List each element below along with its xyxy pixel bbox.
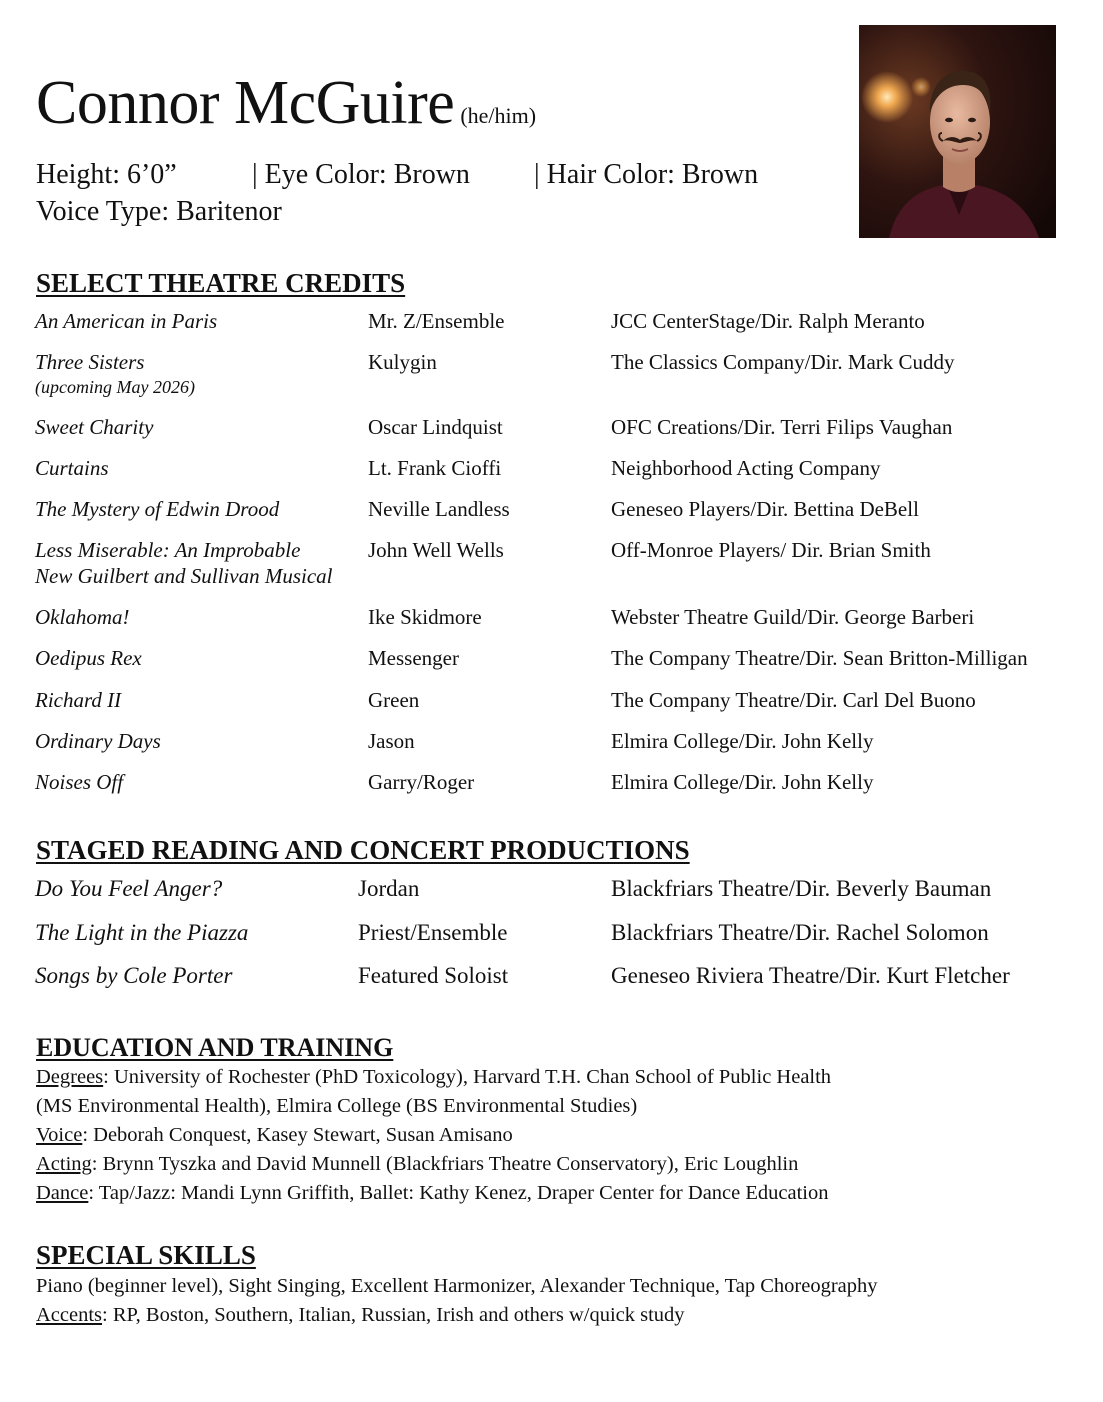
company: The Company Theatre/Dir. Carl Del Buono (611, 688, 976, 712)
degrees-line: Degrees: University of Rochester (PhD Toxicology), Harvard T.H. Chan School of Public Health (36, 1066, 832, 1088)
role: Jason (368, 729, 415, 753)
dance-label: Dance (36, 1182, 89, 1204)
company: Blackfriars Theatre/Dir. Beverly Bauman (611, 876, 992, 901)
degrees-line-2: (MS Environmental Health), Elmira College (BS Environmental Studies) (36, 1095, 638, 1117)
role: Messenger (368, 646, 459, 670)
stats-row (36, 156, 758, 193)
role: John Well Wells (368, 538, 504, 562)
special-skills-details (36, 1272, 878, 1330)
show-title: An American in Paris (35, 309, 218, 333)
pronouns: (he/him) (460, 103, 537, 128)
skills-line: Piano (beginner level), Sight Singing, Excellent Harmonizer, Alexander Technique, Tap Choreography (36, 1275, 878, 1297)
role: Oscar Lindquist (368, 415, 503, 439)
degrees-label: Degrees (36, 1066, 104, 1088)
company: Geneseo Riviera Theatre/Dir. Kurt Fletcher (611, 963, 1010, 988)
company: Geneseo Players/Dir. Bettina DeBell (611, 497, 919, 521)
show-title: Three Sisters (upcoming May 2026) (35, 350, 195, 397)
company: Off-Monroe Players/ Dir. Brian Smith (611, 538, 931, 562)
role: Neville Landless (368, 497, 510, 521)
company: Webster Theatre Guild/Dir. George Barberi (611, 605, 975, 629)
company: The Company Theatre/Dir. Sean Britton-Milligan (611, 646, 1028, 670)
show-title: Noises Off (35, 770, 124, 794)
voice-label: Voice (36, 1124, 83, 1146)
role: Kulygin (368, 350, 437, 374)
role: Featured Soloist (358, 963, 509, 988)
show-title: Ordinary Days (35, 729, 161, 753)
role: Jordan (358, 876, 420, 901)
acting-line: Acting: Brynn Tyszka and David Munnell (Blackfriars Theatre Conservatory), Eric Loughlin (36, 1153, 799, 1175)
company: OFC Creations/Dir. Terri Filips Vaughan (611, 415, 953, 439)
role: Mr. Z/Ensemble (368, 309, 505, 333)
acting-label: Acting (36, 1153, 92, 1175)
company: The Classics Company/Dir. Mark Cuddy (611, 350, 955, 374)
theatre-credits-heading: SELECT THEATRE CREDITS (36, 268, 406, 298)
actor-name: Connor McGuire (he/him) (36, 69, 537, 137)
dance-line: Dance: Tap/Jazz: Mandi Lynn Griffith, Ballet: Kathy Kenez, Draper Center for Dance Education (36, 1182, 829, 1204)
staged-readings-heading: STAGED READING AND CONCERT PRODUCTIONS (36, 835, 690, 865)
show-title: Sweet Charity (35, 415, 154, 439)
voice-line: Voice: Deborah Conquest, Kasey Stewart, Susan Amisano (36, 1124, 513, 1146)
show-title: Oklahoma! (35, 605, 130, 629)
show-title: Curtains (35, 456, 109, 480)
education-heading: EDUCATION AND TRAINING (36, 1033, 394, 1062)
special-skills-heading: SPECIAL SKILLS (36, 1240, 256, 1270)
role: Ike Skidmore (368, 605, 482, 629)
headshot-photo (859, 25, 1056, 238)
height: Height: 6’0” (36, 159, 177, 190)
show-title: Oedipus Rex (35, 646, 142, 670)
role: Lt. Frank Cioffi (368, 456, 502, 480)
hair-color: | Hair Color: Brown (534, 159, 759, 190)
company: Elmira College/Dir. John Kelly (611, 729, 874, 753)
eye-color: | Eye Color: Brown (252, 159, 470, 190)
show-title: Less Miserable: An Improbable New Guilbert and Sullivan Musical (35, 538, 333, 588)
role: Garry/Roger (368, 770, 475, 794)
accents-line: Accents: RP, Boston, Southern, Italian, Russian, Irish and others w/quick study (36, 1304, 685, 1326)
role: Priest/Ensemble (358, 920, 508, 945)
company: Blackfriars Theatre/Dir. Rachel Solomon (611, 920, 989, 945)
company: JCC CenterStage/Dir. Ralph Meranto (611, 309, 925, 333)
education-details (36, 1063, 831, 1208)
actor-stats (36, 156, 758, 230)
voice-type: Voice Type: Baritenor (36, 196, 282, 227)
show-title: Richard II (35, 688, 122, 712)
show-title: Do You Feel Anger? (35, 876, 223, 901)
company: Elmira College/Dir. John Kelly (611, 770, 874, 794)
role: Green (368, 688, 420, 712)
show-title: The Light in the Piazza (35, 920, 249, 945)
show-title: The Mystery of Edwin Drood (35, 497, 280, 521)
show-note: (upcoming May 2026) (35, 377, 195, 397)
company: Neighborhood Acting Company (611, 456, 881, 480)
accents-label: Accents (36, 1304, 103, 1326)
show-title: Songs by Cole Porter (35, 963, 233, 988)
